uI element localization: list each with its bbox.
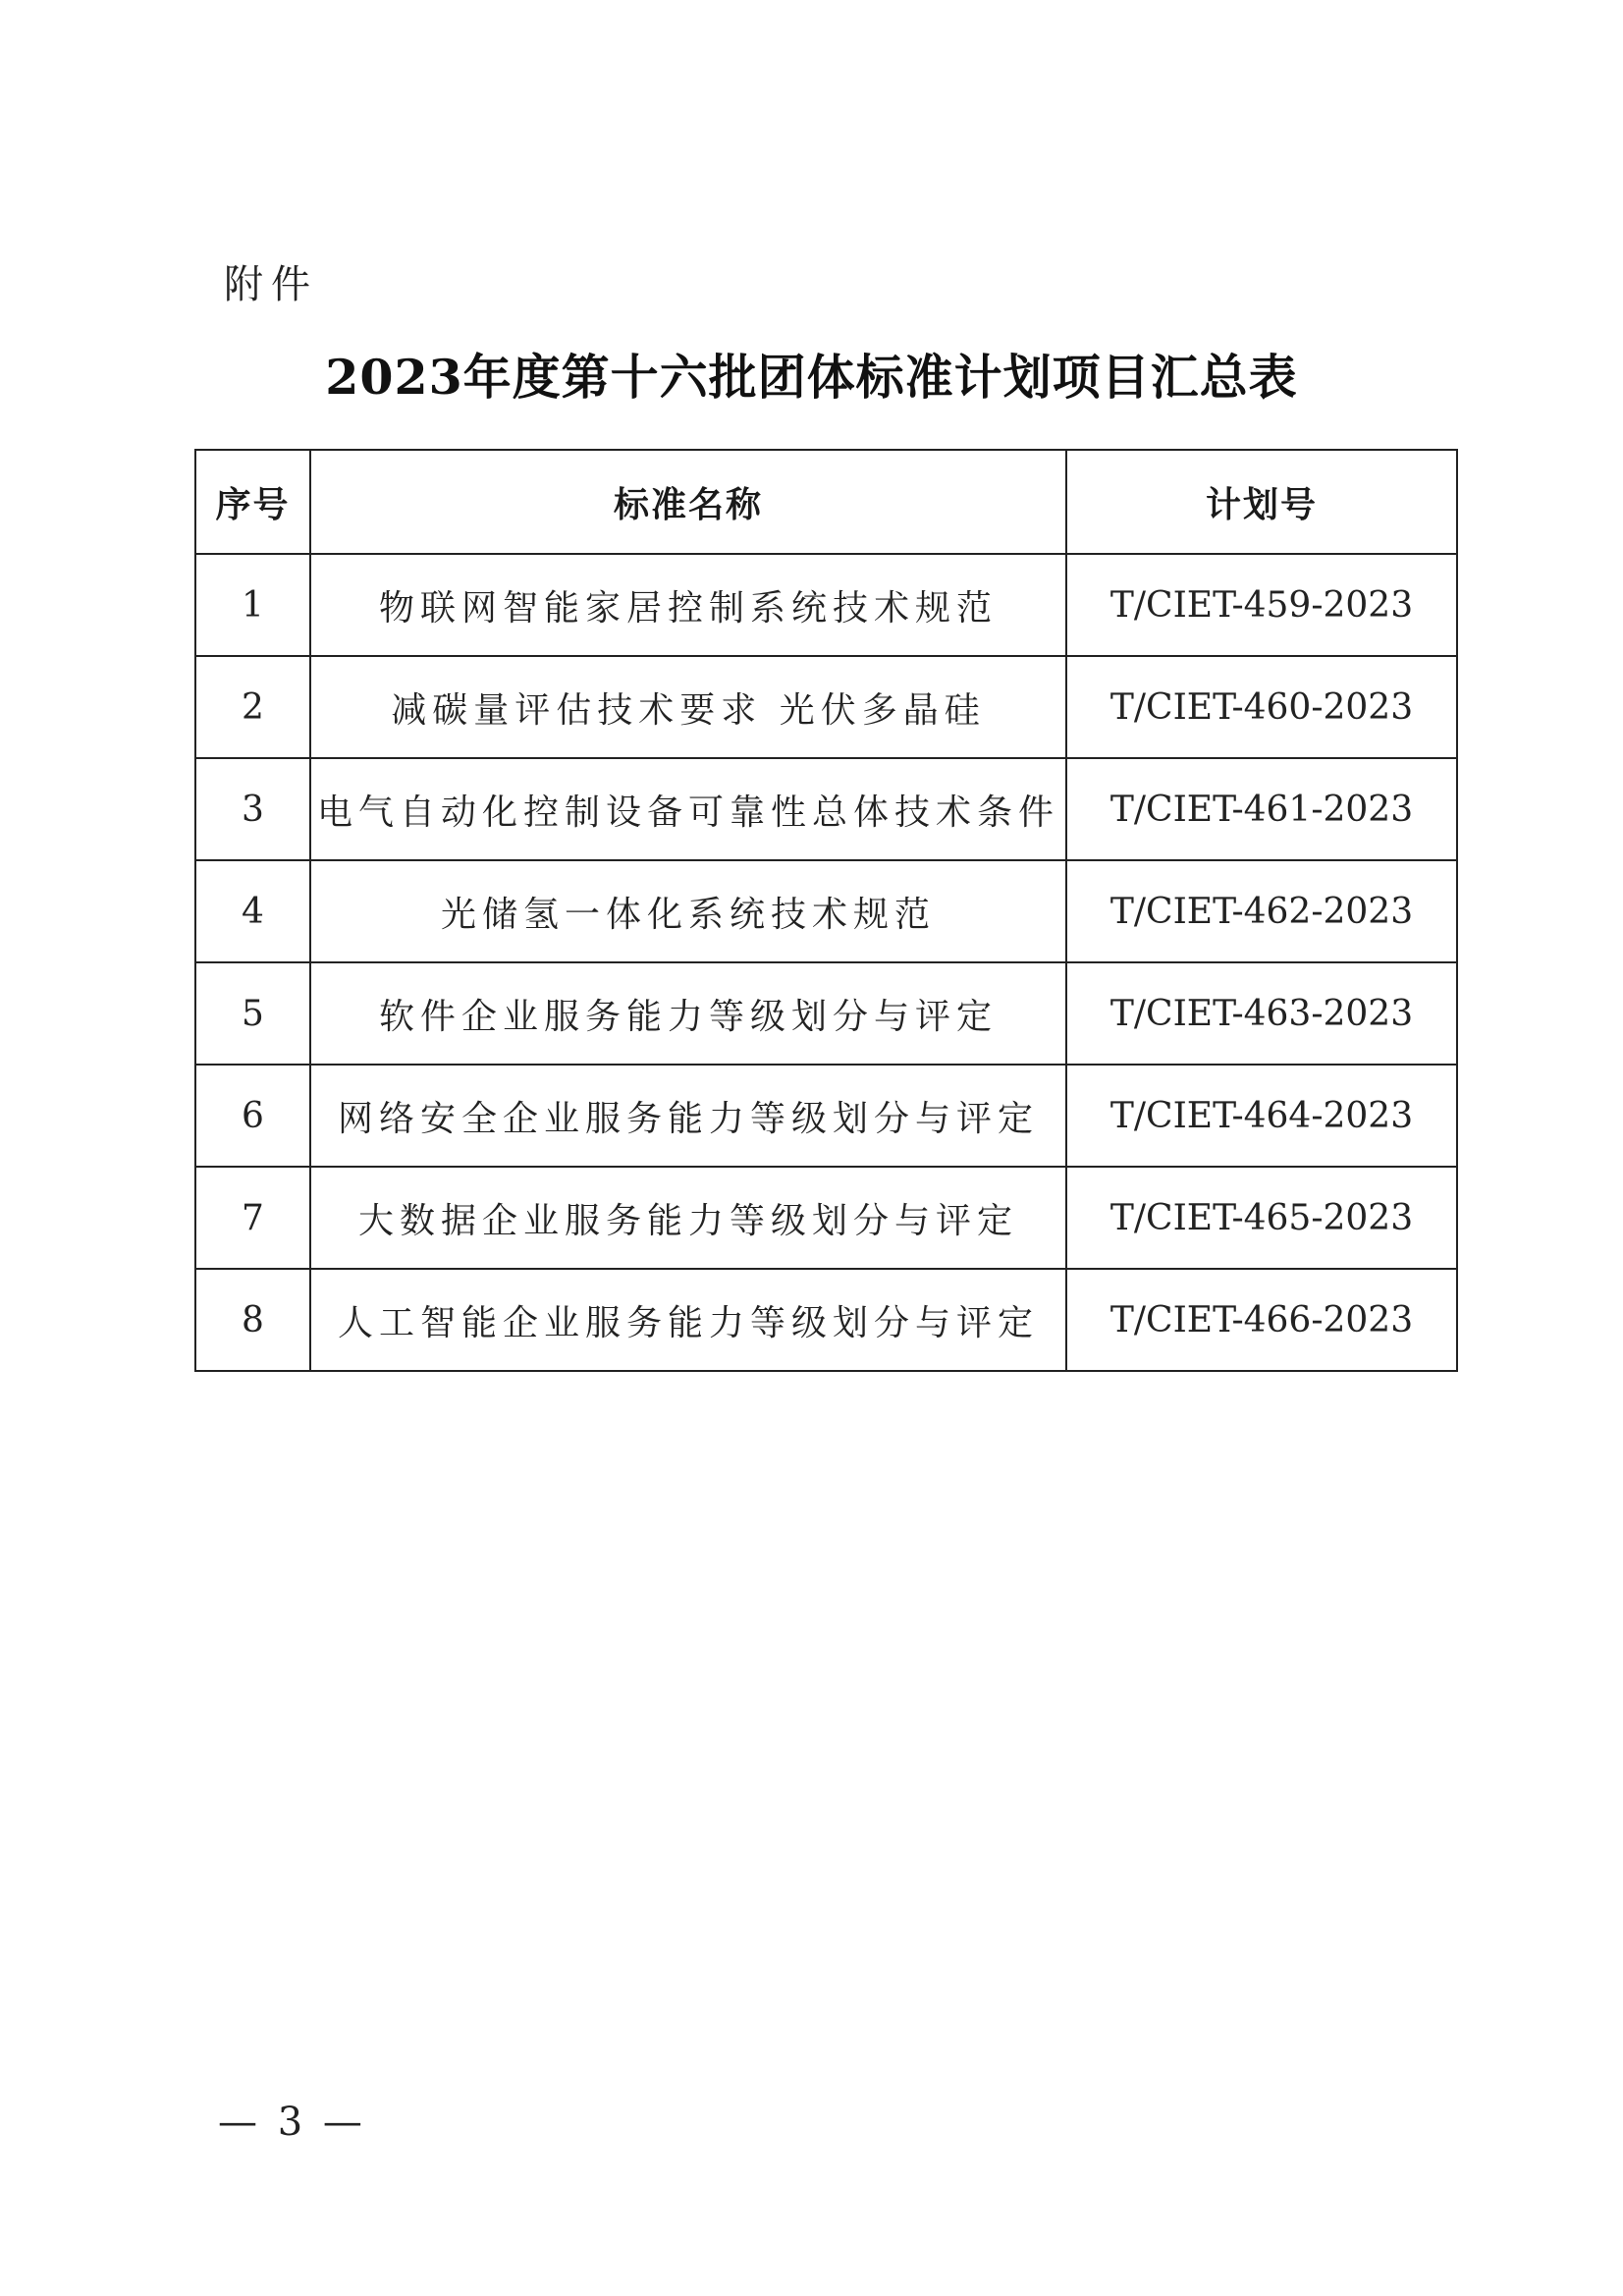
table-row	[195, 1167, 1457, 1269]
row-standard-name: 网络安全企业服务能力等级划分与评定	[310, 1065, 1066, 1167]
row-serial-number: 6	[195, 1065, 310, 1167]
row-serial-number: 1	[195, 554, 310, 656]
row-serial-number: 4	[195, 860, 310, 962]
row-plan-number: T/CIET-464-2023	[1066, 1065, 1457, 1167]
row-plan-number: T/CIET-460-2023	[1066, 656, 1457, 758]
attachment-label: 附件	[224, 262, 318, 307]
table-row	[195, 860, 1457, 962]
row-standard-name: 人工智能企业服务能力等级划分与评定	[310, 1269, 1066, 1371]
row-standard-name: 光储氢一体化系统技术规范	[310, 860, 1066, 962]
row-plan-number: T/CIET-461-2023	[1066, 758, 1457, 860]
table-row	[195, 1269, 1457, 1371]
row-serial-number: 5	[195, 962, 310, 1065]
row-standard-name: 减碳量评估技术要求 光伏多晶硅	[310, 656, 1066, 758]
row-serial-number: 8	[195, 1269, 310, 1371]
header-standard-name: 标准名称	[310, 450, 1066, 554]
header-serial-number: 序号	[195, 450, 310, 554]
row-standard-name: 物联网智能家居控制系统技术规范	[310, 554, 1066, 656]
row-serial-number: 3	[195, 758, 310, 860]
table-row	[195, 554, 1457, 656]
table-row	[195, 1065, 1457, 1167]
row-serial-number: 7	[195, 1167, 310, 1269]
row-standard-name: 电气自动化控制设备可靠性总体技术条件	[310, 758, 1066, 860]
row-standard-name: 大数据企业服务能力等级划分与评定	[310, 1167, 1066, 1269]
row-plan-number: T/CIET-463-2023	[1066, 962, 1457, 1065]
row-plan-number: T/CIET-462-2023	[1066, 860, 1457, 962]
row-plan-number: T/CIET-465-2023	[1066, 1167, 1457, 1269]
document-title: 2023年度第十六批团体标准计划项目汇总表	[325, 349, 1298, 406]
standards-plan-table	[194, 449, 1458, 1372]
table-header-row	[195, 450, 1457, 554]
page-number: — 3 —	[218, 2100, 366, 2145]
table-row	[195, 758, 1457, 860]
row-standard-name: 软件企业服务能力等级划分与评定	[310, 962, 1066, 1065]
row-plan-number: T/CIET-466-2023	[1066, 1269, 1457, 1371]
row-plan-number: T/CIET-459-2023	[1066, 554, 1457, 656]
table-row	[195, 656, 1457, 758]
header-plan-number: 计划号	[1066, 450, 1457, 554]
table-row	[195, 962, 1457, 1065]
row-serial-number: 2	[195, 656, 310, 758]
